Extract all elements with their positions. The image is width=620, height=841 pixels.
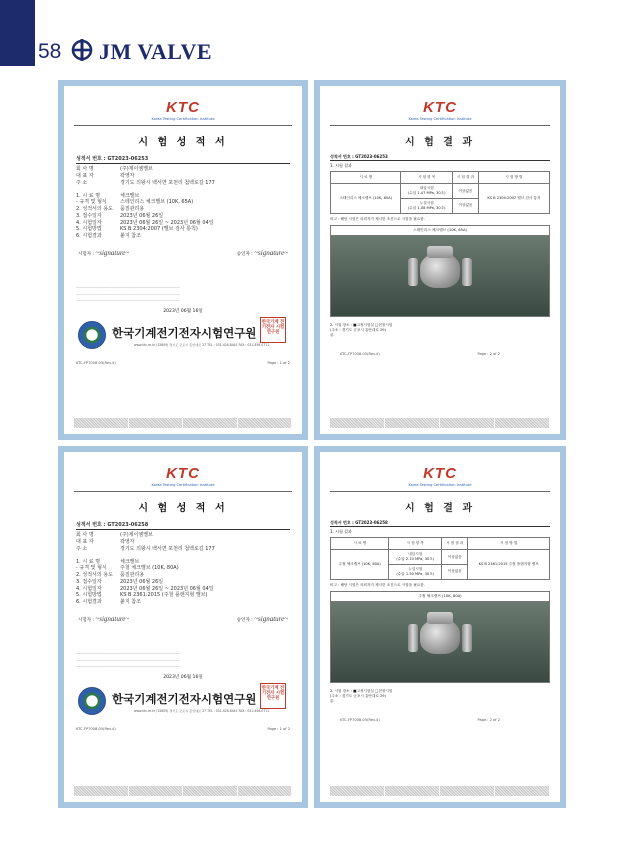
ktc-subtitle: Korea Testing Certification Institute	[408, 117, 472, 122]
table-header: 시 험 결 과	[453, 172, 479, 184]
table-header: 시 험 항 목	[401, 172, 453, 184]
item-cell: 누설시험 (수압 1.50 MPa, 30초)	[389, 564, 442, 579]
official-seal: 한국기계 전기전자 시험연구원	[260, 683, 286, 709]
photo-caption: 스테인리스 체크밸브 (10K, 65A)	[331, 226, 549, 236]
ktc-subtitle: Korea Testing Certification Institute	[151, 117, 215, 122]
certificate-frame-top	[58, 80, 308, 440]
security-pattern	[330, 418, 550, 428]
certificate-number: 성적서 번호 : GT2023-06258	[76, 522, 290, 531]
item-cell: 누설시험 (수압 1.08 MPa, 30초)	[401, 198, 453, 213]
issue-date: 2023년 06월 16일	[163, 675, 203, 681]
received-row: 3. 접수일자 2023년 06월 26일	[76, 212, 164, 219]
result-number: 성적서 번호 : GT2023-06253	[330, 154, 550, 161]
page-number: 58	[38, 40, 62, 63]
tester-signature: 시험자 : ~signature~	[78, 614, 130, 623]
representative-row: 대 표 자 곽영자	[76, 539, 135, 546]
result-title: 시 험 결 과	[404, 503, 476, 515]
address-row: 주 소 경기도 의왕시 백서면 포천리 첨백로길 177	[76, 545, 215, 552]
divider	[330, 491, 550, 492]
ktc-logo: KTC	[166, 99, 200, 116]
result-frame-top	[314, 80, 566, 440]
valve-photo	[331, 236, 549, 316]
security-pattern	[330, 786, 550, 796]
item-cell: 내압시험 (수압 2.10 MPa, 30초)	[389, 550, 442, 565]
table-header-row	[331, 538, 550, 550]
table-header-row	[331, 172, 550, 184]
signatures	[78, 615, 288, 624]
divider	[330, 125, 550, 126]
issuer-block	[74, 321, 292, 351]
sample-cell: 스테인리스 체크밸브 (10K, 65A)	[331, 184, 401, 213]
table-header: 시 험 항 목	[389, 538, 442, 550]
sample-photo-box	[330, 225, 550, 317]
result-cell: 이상없음	[442, 564, 468, 579]
table-header: 시 험 결 과	[442, 538, 468, 550]
address-row: 주 소 경기도 의왕시 백서면 포천리 첨백로길 177	[76, 179, 215, 186]
ktc-subtitle: Korea Testing Certification Institute	[408, 483, 472, 488]
official-seal: 한국기계 전기전자 시험연구원	[260, 317, 286, 343]
ktc-logo: KTC	[423, 465, 457, 482]
certificate-title: 시 험 성 적 서	[138, 503, 228, 515]
certificate-fields	[76, 156, 290, 240]
received-row: 3. 접수일자 2023년 06월 26일	[76, 578, 164, 585]
certificate-number: 성적서 번호 : GT2023-06253	[76, 156, 290, 165]
ktc-emblem-icon	[78, 687, 106, 715]
issue-date: 2023년 06월 16일	[163, 309, 203, 315]
test-period-row: 4. 시험일자 2023년 06월 26일 ~ 2023년 06월 04일	[76, 219, 214, 226]
result-title: 시 험 결 과	[404, 137, 476, 149]
applicant-row: 회 사 명 (주)제이엠밸브	[76, 166, 153, 173]
test-method-row: 5. 시험방법 KS B 2361:2015 (주철 플랜지형 밸브)	[76, 592, 208, 599]
result-frame-bottom	[314, 446, 566, 808]
table-row	[331, 184, 550, 199]
issuer-name: 한국기계전기전자시험연구원	[112, 326, 257, 341]
test-certificate-bottom	[64, 452, 302, 802]
valve-photo	[331, 602, 549, 682]
photo-caption: 주철 체크밸브 (10K, 80A)	[331, 592, 549, 602]
result-section: 1. 시험 결과	[330, 162, 352, 168]
test-certificate-top	[64, 86, 302, 434]
table-row	[331, 550, 550, 565]
test-result-row: 6. 시험결과 붙지 참조	[76, 599, 141, 606]
test-result-bottom	[320, 452, 560, 802]
divider	[74, 491, 292, 492]
signatures	[78, 249, 288, 258]
test-method-row: 5. 시험방법 KS B 2304:2007 (밸브 검사 통칙)	[76, 226, 198, 233]
page-header	[0, 0, 620, 70]
table-header: 시 험 방 법	[478, 172, 549, 184]
sample-photo-box	[330, 591, 550, 683]
table-header: 시 료 명	[331, 172, 401, 184]
result-cell: 이상없음	[453, 184, 479, 199]
result-table	[330, 171, 550, 213]
remark: 비고 : 해당 시험은 의뢰자가 제시한 조건으로 시험을 필요함.	[330, 216, 425, 221]
certificate-frame-bottom	[58, 446, 308, 808]
issuer-block	[74, 687, 292, 717]
sample-cell: 주철 체크밸브 (10K, 80A)	[331, 550, 389, 579]
ktc-emblem-icon	[78, 321, 106, 349]
representative-row: 대 표 자 곽영자	[76, 173, 135, 180]
table-header: 시 험 방 법	[468, 538, 550, 550]
jm-valve-logo-icon	[70, 38, 94, 62]
issuer-address: www.ktc.re.kr (15809) 경기도 군포시 흥안대로 27 TEL : 031-428-8441 FAX : 031-456-0711	[134, 343, 270, 348]
approver-signature: 승인자 : ~signature~	[236, 248, 288, 257]
purpose-row: 2. 성적서의 용도 품질관리용	[76, 572, 145, 579]
ktc-logo: KTC	[166, 465, 200, 482]
result-table	[330, 537, 550, 579]
model-row: - 규격 및 형식 스테인리스 체크밸브 (10K, 65A)	[76, 199, 194, 206]
method-cell: KS B 2361:2015 주철 플랜지형 밸브	[468, 550, 550, 579]
test-place: 2. 시험 장소 : ■고정시험실 □현장시험 (주소 : 경기도 군포시 흥안대로 29) 끝.	[330, 323, 393, 338]
approver-signature: 승인자 : ~signature~	[236, 614, 288, 623]
remark: 비고 : 해당 시험은 의뢰자가 제시한 조건으로 시험을 필요함.	[330, 582, 425, 587]
applicant-row: 회 사 명 (주)제이엠밸브	[76, 532, 153, 539]
model-row: - 규격 및 형식 주철 체크밸브 (10K, 80A)	[76, 565, 179, 572]
security-pattern	[74, 786, 292, 796]
test-result-row: 6. 시험결과 붙지 참조	[76, 233, 141, 240]
item-cell: 내압시험 (수압 1.47 MPa, 30초)	[401, 184, 453, 199]
divider	[74, 125, 292, 126]
sample-row: 1. 시 료 명 체크밸브	[76, 558, 140, 565]
fine-print: ······································································································· ······································································································· ·······································································································	[76, 652, 181, 669]
test-place: 2. 시험 장소 : ■고정시험실 □현장시험 (주소 : 경기도 군포시 흥안대로 29) 끝.	[330, 689, 393, 704]
form-footer: KTC-FP7008-05(Rev.4) Page : 2 of 2	[340, 351, 500, 356]
form-footer: KTC-FP7008-05(Rev.4) Page : 1 of 2	[76, 361, 290, 366]
result-section: 1. 시험 결과	[330, 528, 352, 534]
test-result-top	[320, 86, 560, 434]
issuer-address: www.ktc.re.kr (15809) 경기도 군포시 흥안대로 27 TEL : 031-428-8441 FAX : 031-456-0711	[134, 709, 270, 714]
issuer-name: 한국기계전기전자시험연구원	[112, 692, 257, 707]
result-cell: 이상없음	[442, 550, 468, 565]
brand-name: JM VALVE	[99, 39, 213, 64]
test-period-row: 4. 시험일자 2023년 06월 26일 ~ 2023년 06월 04일	[76, 585, 214, 592]
form-footer: KTC-FP7008-05(Rev.4) Page : 2 of 2	[340, 717, 500, 722]
sample-row: 1. 시 료 명 체크밸브	[76, 192, 140, 199]
ktc-subtitle: Korea Testing Certification Institute	[151, 483, 215, 488]
ktc-logo: KTC	[423, 99, 457, 116]
form-footer: KTC-FP7008-05(Rev.4) Page : 1 of 2	[76, 727, 290, 732]
table-header: 시 료 명	[331, 538, 389, 550]
method-cell: KS B 2304:2007 밸브 검사 통칙	[478, 184, 549, 213]
page-tab-bar	[0, 0, 35, 66]
purpose-row: 2. 성적서의 용도 품질관리용	[76, 206, 145, 213]
result-number: 성적서 번호 : GT2023-06258	[330, 520, 550, 527]
certificate-fields	[76, 522, 290, 606]
certificate-title: 시 험 성 적 서	[138, 137, 228, 149]
security-pattern	[74, 418, 292, 428]
result-cell: 이상없음	[453, 198, 479, 213]
tester-signature: 시험자 : ~signature~	[78, 248, 130, 257]
fine-print: ······································································································· ······································································································· ·······································································································	[76, 286, 181, 303]
